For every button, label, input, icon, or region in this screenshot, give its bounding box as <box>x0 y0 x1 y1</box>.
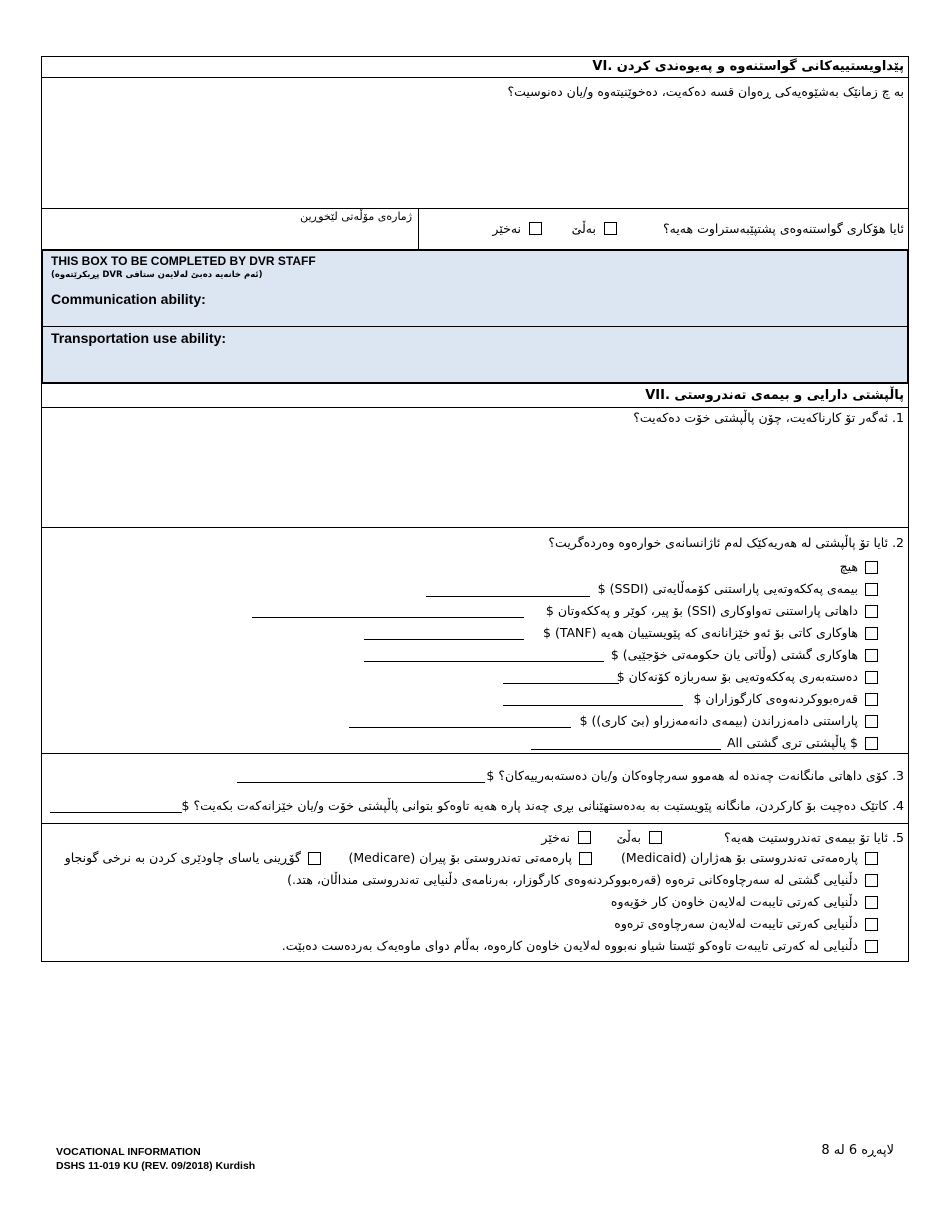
staff-box-title: THIS BOX TO BE COMPLETED BY DVR STAFF <box>51 254 316 268</box>
license-number-label: ژمارەی مۆڵەتی لێخوڕین <box>300 210 412 223</box>
ssi-amount-field[interactable] <box>252 617 524 618</box>
option-workers-comp-label: قەرەبووکردنەوەی کارگوزاران $ <box>693 691 858 706</box>
language-answer-area[interactable] <box>46 100 904 204</box>
transport-question: ئایا هۆکاری گواستنەوەی پشتپێبەستراوت هەیە؟ <box>662 221 904 236</box>
option-general-assistance-checkbox[interactable] <box>865 649 878 662</box>
medicaid-checkbox[interactable] <box>865 852 878 865</box>
language-question: بە چ زمانێک بەشێوەیەکی ڕەوان قسە دەکەیت، دەخوێنیتەوە و/یان دەنوسیت؟ <box>507 84 904 99</box>
private-other-insurance-checkbox[interactable] <box>865 918 878 931</box>
option-unemployment-checkbox[interactable] <box>865 715 878 728</box>
license-number-field[interactable] <box>46 226 412 246</box>
insurance-yes-label: بەڵێ <box>616 830 641 845</box>
monthly-need-field[interactable] <box>50 812 182 813</box>
aca-checkbox[interactable] <box>308 852 321 865</box>
veterans-amount-field[interactable] <box>503 683 619 684</box>
option-ssdi-label: بیمەی پەککەوتەیی پاراستنی کۆمەڵایەتی (SSDI) $ <box>597 581 858 596</box>
private-future-insurance-checkbox[interactable] <box>865 940 878 953</box>
insurance-yes-checkbox[interactable] <box>649 831 662 844</box>
option-general-assistance-label: هاوکاری گشتی (وڵاتی یان حکومەتی خۆجێیی) $ <box>610 647 858 662</box>
monthly-need-question: 4. کاتێک دەچیت بۆ کارکردن، مانگانە پێویستیت بە بەدەستهێنانی بڕی چەند پارە هەیە تاوەکو بتوانی پاڵپشتی خۆت و/یان خێزانەکەت بکەیت؟ $ <box>181 798 904 813</box>
option-ssi-checkbox[interactable] <box>865 605 878 618</box>
public-other-insurance-label: دڵنیایی گشتی لە سەرچاوەکانی ترەوە (قەرەبووکردنەوەی کارگوزار، بەرنامەی دڵنیایی تەندروستی منداڵان، هتد.) <box>287 872 858 887</box>
other-support-amount-field[interactable] <box>531 749 721 750</box>
option-workers-comp-checkbox[interactable] <box>865 693 878 706</box>
agency-support-question: 2. ئایا تۆ پاڵپشتی لە هەریەکێک لەم ئاژانسانەی خوارەوە وەردەگریت؟ <box>548 535 904 550</box>
medicaid-label: پارەمەتی تەندروستی بۆ هەژاران (Medicaid) <box>620 850 858 865</box>
aca-label: گۆڕینی یاسای چاودێری کردن بە نرخی گونجاو <box>64 850 301 865</box>
staff-box-subtitle: (ئەم خانەیە دەبێ لەلایەن ستافی DVR پڕبکرێتەوە) <box>51 270 263 280</box>
private-future-insurance-label: دڵنیایی لە کەرتی تایبەت تاوەکو ئێستا شیاو نەبووە لەلایەن خاوەن کارەوە، بەڵام دوای ماوەیەک بەردەست دەبێت. <box>281 938 858 953</box>
option-veterans-label: دەستەبەری پەککەوتەیی بۆ سەربازە کۆنەکان $ <box>616 669 858 684</box>
option-tanf-label: هاوکاری کاتی بۆ ئەو خێزانانەی کە پێویستییان هەیە (TANF) $ <box>543 625 858 640</box>
option-ssi-label: داهاتی پاراستنی تەواوکاری (SSI) بۆ پیر، کوێر و پەککەوتان $ <box>545 603 858 618</box>
communication-ability-label: Communication ability: <box>51 291 206 307</box>
transport-yes-checkbox[interactable] <box>604 222 617 235</box>
option-unemployment-label: پاراستنی دامەزراندن (بیمەی دانەمەزراو (بێ کاری)) $ <box>579 713 858 728</box>
medicare-label: پارەمەتی تەندروستی بۆ پیران (Medicare) <box>348 850 572 865</box>
private-employer-insurance-checkbox[interactable] <box>865 896 878 909</box>
ssdi-amount-field[interactable] <box>426 596 590 597</box>
insurance-no-label: نەخێر <box>541 830 570 845</box>
transport-no-label: نەخێر <box>492 221 521 236</box>
option-none-checkbox[interactable] <box>865 561 878 574</box>
transport-no-checkbox[interactable] <box>529 222 542 235</box>
support-question: 1. ئەگەر تۆ کارناکەیت، چۆن پاڵپشتی خۆت دەکەیت؟ <box>633 410 904 425</box>
option-veterans-checkbox[interactable] <box>865 671 878 684</box>
unemployment-amount-field[interactable] <box>349 727 571 728</box>
support-answer-area[interactable] <box>46 428 904 523</box>
form-name: VOCATIONAL INFORMATION <box>56 1146 201 1158</box>
general-assistance-amount-field[interactable] <box>364 661 604 662</box>
page-number: لاپەڕە 6 لە 8 <box>821 1143 894 1158</box>
transportation-ability-label: Transportation use ability: <box>51 330 227 346</box>
private-other-insurance-label: دڵنیایی کەرتی تایبەت لەلایەن سەرچاوەی ترەوە <box>614 916 858 931</box>
public-other-insurance-checkbox[interactable] <box>865 874 878 887</box>
health-insurance-question: 5. ئایا تۆ بیمەی تەندروستیت هەیە؟ <box>724 830 904 845</box>
transport-yes-label: بەڵێ <box>571 221 596 236</box>
section6-title: VI. پێداویستییەکانی گواستنەوە و پەیوەندی کردن <box>592 59 904 74</box>
monthly-income-field[interactable] <box>237 782 485 783</box>
insurance-no-checkbox[interactable] <box>578 831 591 844</box>
option-tanf-checkbox[interactable] <box>865 627 878 640</box>
private-employer-insurance-label: دڵنیایی کەرتی تایبەت لەلایەن خاوەن کار خۆیەوە <box>610 894 858 909</box>
medicare-checkbox[interactable] <box>579 852 592 865</box>
workers-comp-amount-field[interactable] <box>503 705 683 706</box>
option-other-support-checkbox[interactable] <box>865 737 878 750</box>
section7-title: VII. پاڵپشتی دارایی و بیمەی تەندروستی <box>645 388 904 403</box>
form-code: DSHS 11-019 KU (REV. 09/2018) Kurdish <box>56 1160 256 1172</box>
option-none-label: هیچ <box>839 559 858 574</box>
tanf-amount-field[interactable] <box>364 639 524 640</box>
option-ssdi-checkbox[interactable] <box>865 583 878 596</box>
option-other-support-label: All پاڵپشتی تری گشتی $ <box>726 735 858 750</box>
monthly-income-question: 3. کۆی داهاتی مانگانەت چەندە لە هەموو سەرچاوەکان و/یان دەستەبەرییەکان؟ $ <box>486 768 904 783</box>
